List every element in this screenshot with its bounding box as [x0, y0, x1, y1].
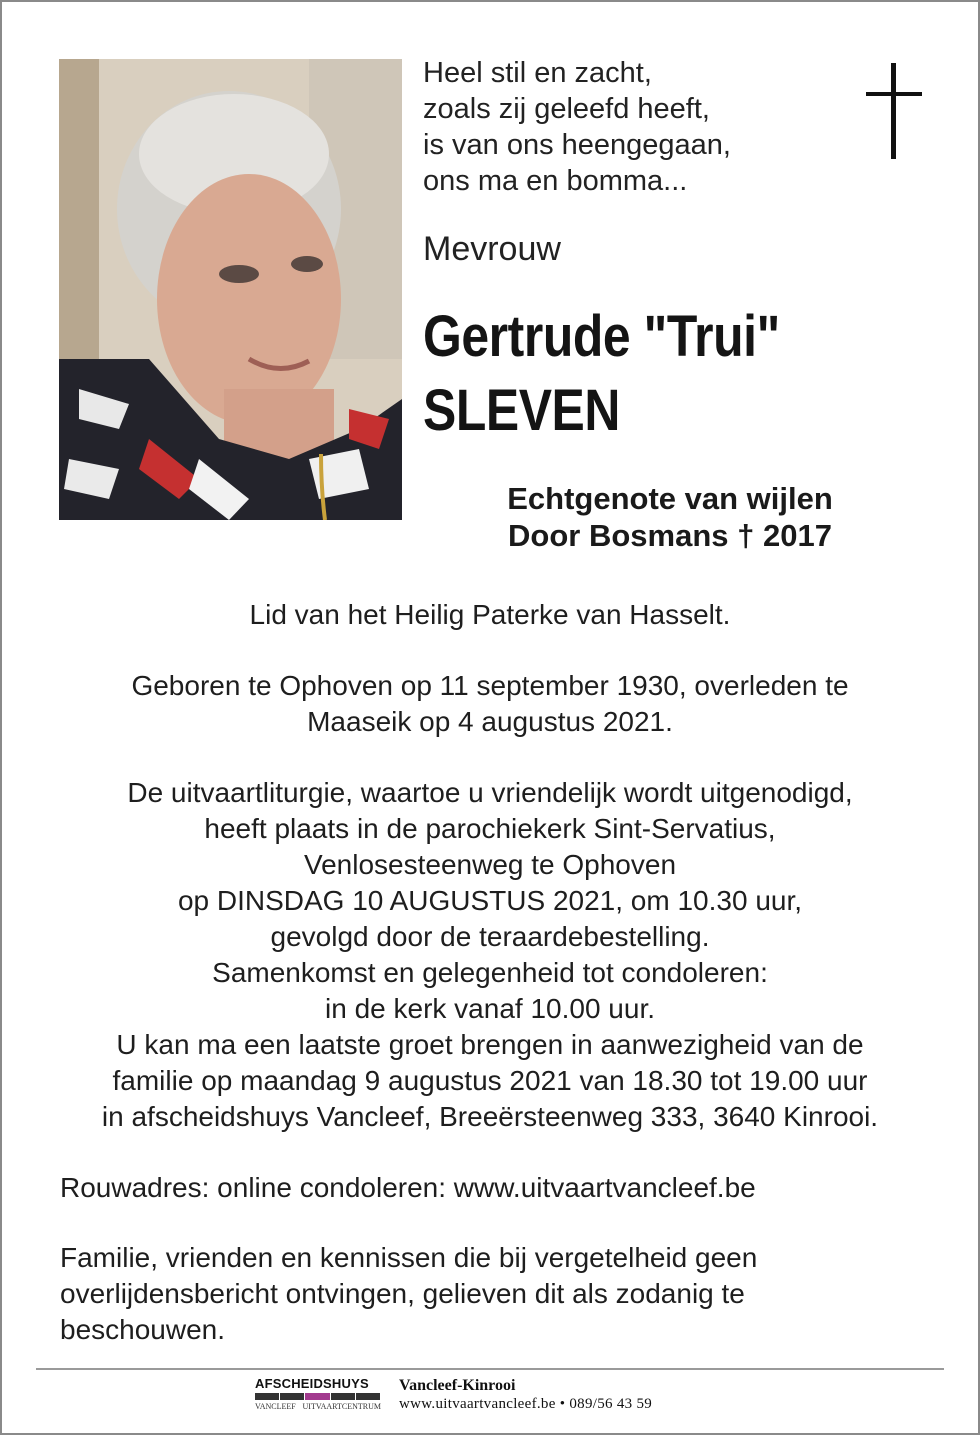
spouse-line: Echtgenote van wijlen — [507, 481, 833, 516]
poem-line: is van ons heengegaan, — [423, 129, 731, 161]
funeral-home-name: Vancleef-Kinrooi — [399, 1377, 516, 1394]
ceremony-line: Venlosesteenweg te Ophoven — [303, 849, 677, 880]
ceremony-line: U kan ma een laatste groet brengen in aanwezigheid van de — [116, 1029, 864, 1060]
name-line-surname: SLEVEN — [423, 378, 620, 443]
name-line-first: Gertrude "Trui" — [423, 304, 780, 369]
condolence-address: Rouwadres: online condoleren: www.uitvaartvancleef.be — [60, 1172, 756, 1203]
notice-line: beschouwen. — [60, 1314, 226, 1345]
ceremony-line: gevolgd door de teraardebestelling. — [270, 921, 710, 952]
birth-death-text — [40, 668, 940, 740]
spouse-line: Door Bosmans † 2017 — [508, 518, 832, 553]
funeral-home-web-phone: www.uitvaartvancleef.be • 089/56 43 59 — [399, 1396, 653, 1412]
ceremony-line: Samenkomst en gelegenheid tot condoleren: — [212, 957, 768, 988]
honorific: Mevrouw — [423, 230, 561, 268]
ceremony-line: De uitvaartliturgie, waartoe u vriendelijk wordt uitgenodigd, — [127, 777, 853, 808]
logo-bars — [255, 1393, 381, 1400]
portrait-photo — [59, 59, 402, 520]
birth-death-line: Geboren te Ophoven op 11 september 1930, overleden te — [131, 670, 849, 701]
funeral-home-contact — [399, 1376, 652, 1414]
birth-death-line: Maaseik op 4 augustus 2021. — [307, 706, 673, 737]
logo-title: AFSCHEIDSHUYS — [255, 1376, 369, 1391]
logo-subtitle — [255, 1402, 381, 1411]
ceremony-line: op DINSDAG 10 AUGUSTUS 2021, om 10.30 uur, — [177, 885, 803, 916]
logo-sub-left: VANCLEEF — [255, 1402, 296, 1411]
membership-text: Lid van het Heilig Paterke van Hasselt. — [249, 599, 731, 630]
funeral-home-logo — [255, 1376, 381, 1412]
poem-line: ons ma en bomma... — [423, 165, 688, 197]
ceremony-text — [40, 775, 940, 1135]
spouse-info — [420, 480, 920, 554]
cross-icon — [866, 63, 922, 159]
logo-sub-right: UITVAARTCENTRUM — [302, 1402, 381, 1411]
ceremony-line: in de kerk vanaf 10.00 uur. — [325, 993, 655, 1024]
notice-text — [60, 1240, 940, 1348]
deceased-name — [423, 300, 780, 448]
notice-line: overlijdensbericht ontvingen, gelieven dit als zodanig te — [60, 1278, 745, 1309]
poem-line: Heel stil en zacht, — [423, 57, 652, 89]
ceremony-line: heeft plaats in de parochiekerk Sint-Servatius, — [204, 813, 776, 844]
notice-line: Familie, vrienden en kennissen die bij vergetelheid geen — [60, 1242, 758, 1273]
ceremony-line: in afscheidshuys Vancleef, Breeërsteenweg 333, 3640 Kinrooi. — [101, 1101, 879, 1132]
ceremony-line: familie op maandag 9 augustus 2021 van 18.30 tot 19.00 uur — [112, 1065, 868, 1096]
poem-line: zoals zij geleefd heeft, — [423, 93, 710, 125]
footer-divider — [36, 1368, 944, 1370]
opening-poem — [423, 55, 731, 199]
